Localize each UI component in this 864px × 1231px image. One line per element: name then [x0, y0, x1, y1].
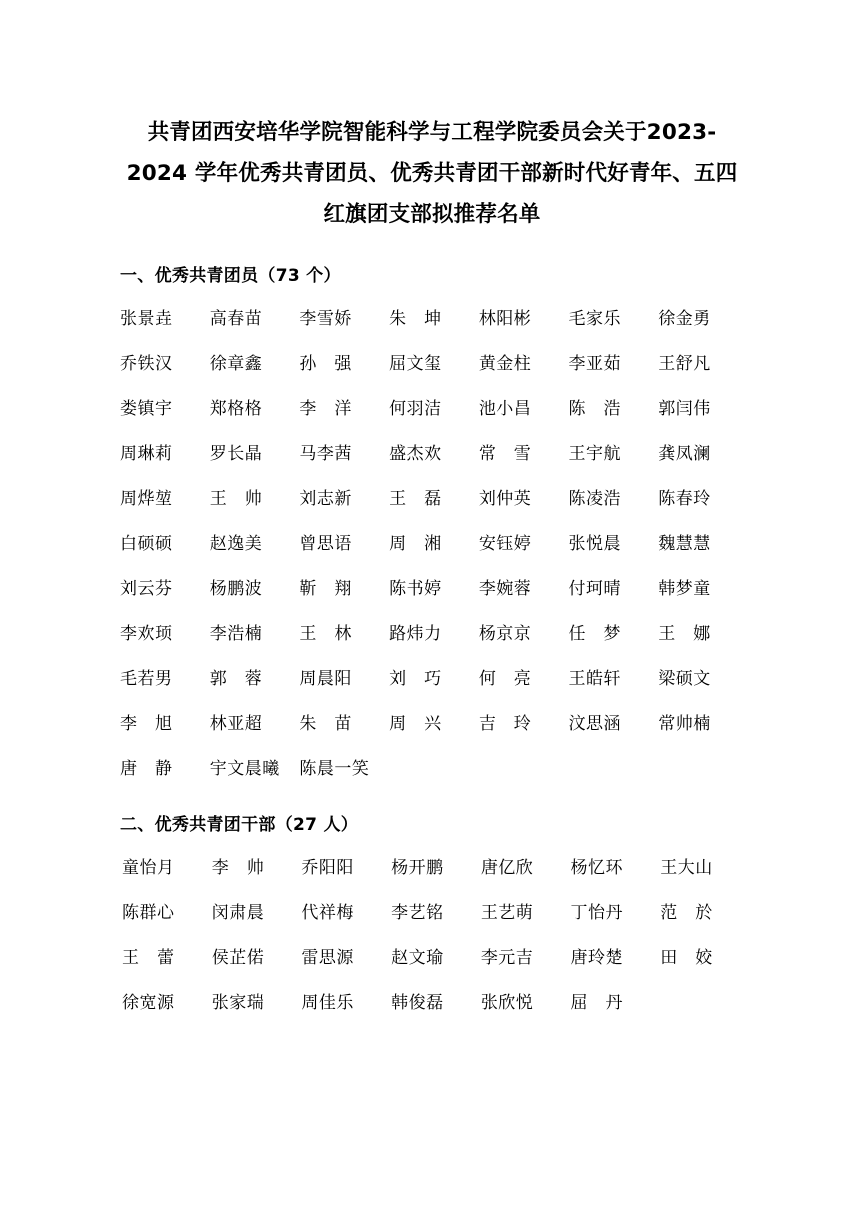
list-item	[567, 747, 657, 792]
list-item: 曾思语	[299, 534, 352, 554]
page-title: 共青团西安培华学院智能科学与工程学院委员会关于2023-2024 学年优秀共青团员、优秀共青团干部新时代好青年、五四红旗团支部拟推荐名单	[126, 120, 738, 227]
list-item: 李雪娇	[299, 309, 352, 329]
section-heading: 一、优秀共青团员（73 个）	[120, 266, 341, 286]
list-item: 王大山	[660, 858, 713, 878]
table-row	[118, 432, 746, 477]
list-item: 李 洋	[299, 399, 352, 419]
list-item: 何羽洁	[389, 399, 442, 419]
list-item: 李元吉	[480, 948, 534, 968]
table-row	[118, 567, 746, 612]
table-row	[118, 981, 746, 1026]
section-youxiu-tuan-ganbu	[118, 810, 746, 1026]
list-item: 王 娜	[658, 624, 711, 644]
list-item: 孙 强	[299, 354, 352, 374]
list-item: 李婉蓉	[478, 579, 532, 599]
list-item: 李 帅	[211, 858, 265, 878]
table-row	[118, 477, 746, 522]
list-item: 林阳彬	[478, 309, 532, 329]
list-item: 杨忆环	[570, 858, 624, 878]
list-item: 杨开鹏	[391, 858, 444, 878]
list-item: 田 姣	[660, 948, 713, 968]
list-item	[387, 747, 477, 792]
list-item: 赵逸美	[209, 534, 263, 554]
list-item: 童怡月	[122, 858, 175, 878]
list-item: 池小昌	[478, 399, 532, 419]
list-item: 常帅楠	[658, 714, 711, 734]
list-item	[656, 981, 746, 1026]
list-item: 汶思涵	[568, 714, 622, 734]
list-item: 毛若男	[120, 669, 173, 689]
list-item: 靳 翔	[299, 579, 352, 599]
list-item: 刘志新	[299, 489, 352, 509]
list-item: 韩梦童	[658, 579, 711, 599]
list-item: 陈晨一笑	[299, 759, 370, 779]
list-item: 高春苗	[209, 309, 263, 329]
list-item: 黄金柱	[478, 354, 532, 374]
list-item: 魏慧慧	[658, 534, 711, 554]
list-item: 刘仲英	[478, 489, 532, 509]
list-item: 周晨阳	[299, 669, 352, 689]
section-heading: 二、优秀共青团干部（27 人）	[120, 815, 359, 835]
list-item: 王皓轩	[568, 669, 622, 689]
list-item: 刘云芬	[120, 579, 173, 599]
list-item: 马李茜	[299, 444, 352, 464]
list-item: 雷思源	[301, 948, 354, 968]
table-row	[118, 657, 746, 702]
list-item: 张家瑞	[211, 993, 265, 1013]
list-item: 陈春玲	[658, 489, 711, 509]
list-item	[656, 747, 746, 792]
list-item: 唐玲楚	[570, 948, 624, 968]
list-item: 郭闫伟	[658, 399, 711, 419]
list-item: 吉 玲	[478, 714, 532, 734]
list-item: 王宇航	[568, 444, 622, 464]
list-item: 任 梦	[568, 624, 622, 644]
name-grid-ganbu	[118, 846, 746, 1026]
list-item: 朱 坤	[389, 309, 442, 329]
table-row	[118, 936, 746, 981]
list-item: 陈凌浩	[568, 489, 622, 509]
list-item: 龚凤澜	[658, 444, 711, 464]
table-row	[118, 342, 746, 387]
list-item: 韩俊磊	[391, 993, 444, 1013]
table-row	[118, 846, 746, 891]
list-item: 周琳莉	[120, 444, 173, 464]
list-item: 张景垚	[120, 309, 173, 329]
list-item: 付珂晴	[568, 579, 622, 599]
list-item: 张欣悦	[480, 993, 534, 1013]
list-item: 林亚超	[209, 714, 263, 734]
list-item: 王 林	[299, 624, 352, 644]
list-item: 王 磊	[389, 489, 442, 509]
list-item: 徐金勇	[658, 309, 711, 329]
list-item: 唐 静	[120, 759, 173, 779]
list-item: 常 雪	[478, 444, 532, 464]
list-item: 侯芷偌	[211, 948, 265, 968]
list-item: 毛家乐	[568, 309, 622, 329]
table-row	[118, 702, 746, 747]
list-item: 周烨堃	[120, 489, 173, 509]
table-row	[118, 522, 746, 567]
list-item: 王舒凡	[658, 354, 711, 374]
list-item: 陈 浩	[568, 399, 622, 419]
list-item: 闵肃晨	[211, 903, 265, 923]
list-item: 屈文玺	[389, 354, 442, 374]
list-item: 安钰婷	[478, 534, 532, 554]
list-item: 朱 苗	[299, 714, 352, 734]
list-item: 娄镇宇	[120, 399, 173, 419]
list-item: 罗长晶	[209, 444, 263, 464]
list-item: 代祥梅	[301, 903, 354, 923]
table-row	[118, 387, 746, 432]
list-item: 盛杰欢	[389, 444, 442, 464]
list-item: 郑格格	[209, 399, 263, 419]
table-row	[118, 297, 746, 342]
list-item: 白硕硕	[120, 534, 173, 554]
list-item: 李 旭	[120, 714, 173, 734]
list-item: 徐章鑫	[209, 354, 263, 374]
list-item: 张悦晨	[568, 534, 622, 554]
list-item: 郭 蓉	[209, 669, 263, 689]
table-row	[118, 747, 746, 792]
list-item: 屈 丹	[570, 993, 624, 1013]
list-item: 徐宽源	[122, 993, 175, 1013]
list-item: 周 湘	[389, 534, 442, 554]
section-youxiu-tuanyuan	[118, 261, 746, 792]
name-grid-tuanyuan	[118, 297, 746, 792]
list-item	[477, 747, 567, 792]
list-item: 李艺铭	[391, 903, 444, 923]
table-row	[118, 891, 746, 936]
list-item: 李浩楠	[209, 624, 263, 644]
list-item: 陈群心	[122, 903, 175, 923]
list-item: 宇文晨曦	[209, 759, 280, 779]
list-item: 王艺萌	[480, 903, 534, 923]
list-item: 丁怡丹	[570, 903, 624, 923]
list-item: 乔铁汉	[120, 354, 173, 374]
list-item: 范 於	[660, 903, 713, 923]
list-item: 周 兴	[389, 714, 442, 734]
list-item: 陈书婷	[389, 579, 442, 599]
list-item: 李亚茹	[568, 354, 622, 374]
list-item: 乔阳阳	[301, 858, 354, 878]
list-item: 唐亿欣	[480, 858, 534, 878]
table-row	[118, 612, 746, 657]
list-item: 刘 巧	[389, 669, 442, 689]
list-item: 王 蕾	[122, 948, 175, 968]
list-item: 李欢顼	[120, 624, 173, 644]
list-item: 路炜力	[389, 624, 442, 644]
list-item: 赵文瑜	[391, 948, 444, 968]
list-item: 杨京京	[478, 624, 532, 644]
list-item: 周佳乐	[301, 993, 354, 1013]
list-item: 何 亮	[478, 669, 532, 689]
list-item: 王 帅	[209, 489, 263, 509]
list-item: 杨鹏波	[209, 579, 263, 599]
list-item: 梁硕文	[658, 669, 711, 689]
